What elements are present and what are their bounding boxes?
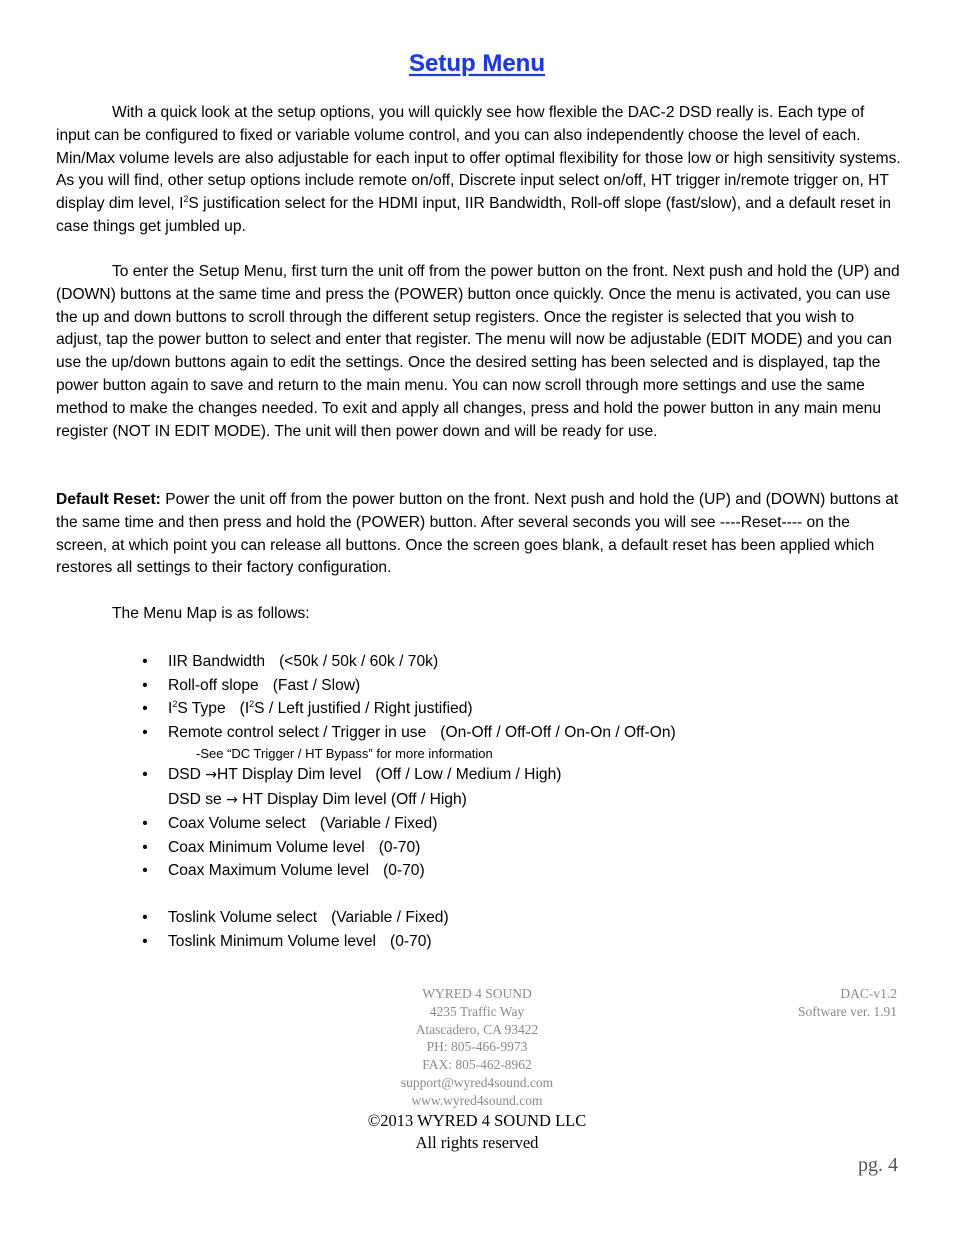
bullet-icon: • [142,932,148,950]
page-number: pg. 4 [858,1154,898,1176]
footer-version [798,985,897,1021]
menu-map-list [140,650,900,953]
footer-city: Atascadero, CA 93422 [415,1021,539,1037]
superscript: 2 [183,194,189,205]
menu-item-name: Toslink Volume select [168,909,318,926]
list-item [140,812,900,836]
footer-copyright: ©2013 WYRED 4 SOUND LLC [367,1110,587,1130]
arrow-right-icon: → [205,767,217,783]
default-reset-label: Default Reset: [56,491,161,508]
footer-doc-version: DAC-v1.2 [840,986,897,1001]
menu-item-name: IIR Bandwidth [168,653,266,670]
menu-item-name: Roll-off slope [168,676,259,694]
bullet-icon: • [142,766,148,783]
footer-phone: PH: 805-466-9973 [426,1039,528,1055]
menu-item-name: Toslink Minimum Volume level [168,932,376,950]
menu-item-name: DSD se → HT Display Dim level (Off / High) [168,790,467,808]
list-spacer [140,883,900,907]
menu-item-options: (Off / Low / Medium / High) [375,766,562,783]
menu-item-options: (On-Off / Off-Off / On-On / Off-On) [440,723,676,741]
setup-instructions-paragraph [56,261,902,443]
intro-text-a: With a quick look at the setup options, you will quickly see how flexible the DAC-2 DSD really is. Each type of input can be configured to fixed or variable volume control, and you can also independently choose the level of each. Min/Max volume levels are also adjustable for each input to offer optimal flexibility for those low or high sensitivity systems. As you will find, other setup options include remote on/off, Discrete input select on/off, HT trigger in/remote trigger on, HT display dim level, I [56,104,901,213]
list-item-continuation [140,788,900,813]
menu-item-name: Coax Volume select [168,815,306,832]
footer-rights: All rights reserved [415,1132,539,1152]
intro-text [56,102,902,239]
list-item [140,674,900,698]
footer-company: WYRED 4 SOUND [422,986,532,1001]
menu-item-name: Remote control select / Trigger in use [168,723,427,741]
bullet-icon: • [142,723,148,741]
list-item [140,836,900,860]
bullet-icon: • [142,676,148,694]
intro-text-b: S justification select for the HDMI input, IIR Bandwidth, Roll-off slope (fast/slow), and a default reset in case things get jumbled up. [56,195,892,235]
list-item [140,906,900,930]
menu-item-options: ($I^2S$ / Left justified / Right justified) [239,699,473,717]
menu-item-options: (0-70) [390,932,432,950]
menu-item-options: (Variable / Fixed) [319,815,438,832]
footer-software-version: Software ver. 1.91 [798,1003,897,1019]
menu-item-options: (<50k / 50k / 60k / 70k) [279,653,439,670]
menu-item-name: $I^2S$ Type [168,699,226,717]
bullet-icon: • [142,653,148,670]
menu-item-options: (Variable / Fixed) [331,909,449,926]
menu-item-note: -See “DC Trigger / HT Bypass” for more information [196,746,493,761]
bullet-icon: • [142,700,148,717]
list-item [140,859,900,883]
default-reset-text [56,489,902,580]
bullet-icon: • [142,909,148,926]
footer-street: 4235 Traffic Way [429,1003,525,1019]
bullet-icon: • [142,862,148,879]
footer-email: support@wyred4sound.com [400,1074,554,1090]
menu-item-name: Coax Minimum Volume level [168,838,365,856]
footer-fax: FAX: 805-462-8962 [422,1057,532,1073]
menu-item-options: (0-70) [378,838,421,856]
bullet-icon: • [142,838,148,856]
default-reset-body: Power the unit off from the power button on the front. Next push and hold the (UP) and (DOWN) buttons at the same time and then press and hold the (POWER) button. After several seconds you will see ----Reset---- on the screen, at which point you can release all buttons. Once the screen goes blank, a default reset has been applied which restores all settings to their factory configuration. [56,491,899,577]
default-reset-paragraph [56,489,902,580]
list-item [140,721,900,745]
menu-item-name: Coax Maximum Volume level [168,862,370,879]
setup-instructions-text: To enter the Setup Menu, first turn the unit off from the power button on the front. Next push and hold the (UP) and (DOWN) buttons at the same time and press the (POWER) button once quickly. Once the menu is activated, you can use the up and down buttons to scroll through the different setup registers. Once the register is selected that you wish to adjust, tap the power button to select and enter that register. The menu will now be adjustable (EDIT MODE) and you can use the up/down buttons again to edit the settings. Once the desired setting has been selected and is displayed, tap the power button again to save and return to the main menu. You can now scroll through more settings and use the same method to make the changes needed. To exit and apply all changes, press and hold the power button in any main menu register (NOT IN EDIT MODE). The unit will then power down and will be ready for use. [56,263,900,440]
page-title: Setup Menu [409,50,545,77]
menu-map-intro-text: The Menu Map is as follows: [112,605,310,622]
list-item [140,930,900,954]
list-item [140,697,900,721]
intro-paragraph [56,102,902,239]
list-item [140,650,900,674]
arrow-right-icon: → [226,791,238,808]
footer-web: www.wyred4sound.com [411,1092,543,1108]
bullet-icon: • [142,815,148,832]
list-item [140,763,900,788]
menu-item-options: (Fast / Slow) [272,676,361,694]
menu-item-options: (0-70) [383,862,425,879]
menu-item-name: DSD →HT Display Dim level [168,766,362,783]
menu-map-intro [56,603,902,626]
